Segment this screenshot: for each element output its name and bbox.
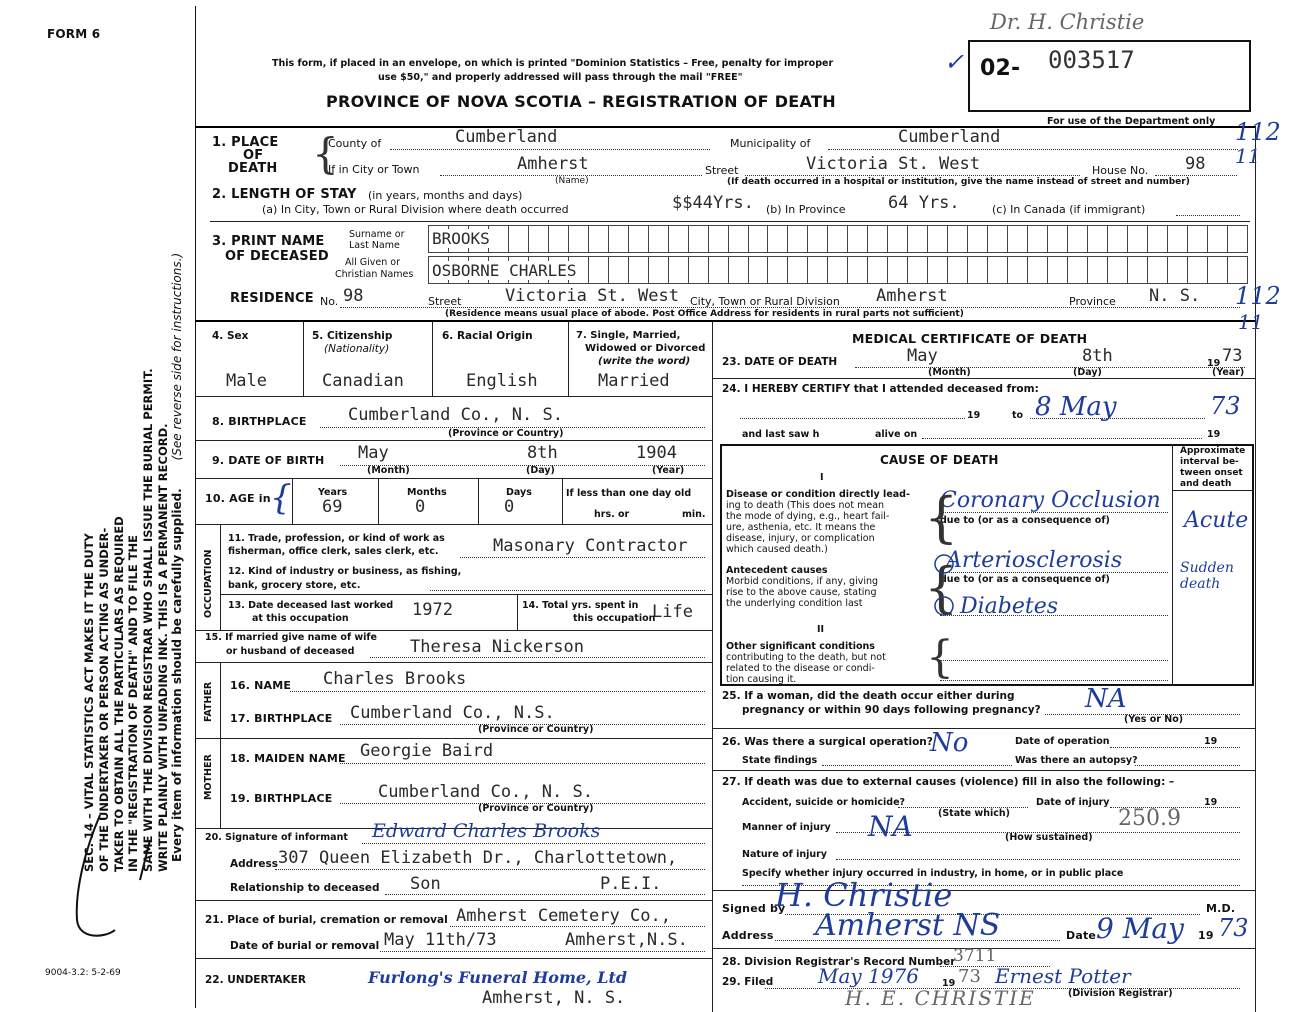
maiden-label: 18. MAIDEN NAME: [230, 752, 346, 765]
rule: [195, 900, 712, 901]
dod-label: 23. DATE OF DEATH: [722, 356, 838, 368]
place-label: 1. PLACE: [212, 135, 279, 150]
cert-date-value: 9 May: [1096, 912, 1184, 945]
rule: [478, 478, 479, 524]
dotted-line: [940, 615, 1168, 616]
dotted-line: [1135, 765, 1240, 766]
given-label: Christian Names: [335, 269, 414, 280]
racial-label: 6. Racial Origin: [442, 330, 533, 342]
marital-value: Married: [598, 371, 670, 391]
burial-place-label: 21. Place of burial, cremation or removal: [205, 914, 448, 926]
surname-label: Surname or: [349, 229, 405, 240]
rule: [220, 594, 712, 595]
lastworked-label: 13. Date deceased last worked: [228, 600, 394, 611]
rule: [195, 320, 1255, 322]
trade-label: fisherman, office clerk, sales clerk, etc.: [228, 546, 439, 557]
dotted-line: [385, 894, 705, 895]
rule: [712, 770, 1255, 771]
relationship-value: Son: [410, 874, 441, 894]
residence-note: (Residence means usual place of abode. Post Office Address for residents in rural parts not sufficient): [445, 309, 964, 319]
antecedent-label: Morbid conditions, if any, giving: [726, 576, 879, 587]
dod-year-hint: (Year): [1212, 367, 1245, 378]
name-label: OF DECEASED: [225, 249, 329, 264]
dotted-line: [855, 367, 1245, 368]
days-value: 0: [504, 497, 515, 517]
cause-heading: CAUSE OF DEATH: [880, 453, 999, 467]
att-19: 19: [967, 410, 981, 421]
brace: {: [926, 632, 954, 683]
injury-date-label: Date of injury: [1036, 797, 1110, 808]
mail-notice: use $50," and properly addressed will pass through the mail "FREE": [378, 72, 743, 83]
given-label: All Given or: [345, 257, 401, 268]
rule: [210, 221, 1250, 222]
check-mark: ✓: [944, 48, 965, 76]
interval-a: Acute: [1184, 508, 1249, 533]
burial-town-value: Amherst,N.S.: [565, 930, 688, 950]
side-line: IN THE "REGISTRATION OF DEATH" AND TO FILE THE: [126, 534, 141, 872]
res-street-label: Street: [428, 295, 462, 308]
dod-month-hint: (Month): [928, 367, 971, 378]
month-hint: (Month): [367, 465, 410, 476]
mother-bp-label: 19. BIRTHPLACE: [230, 792, 333, 805]
mother-bp-sub: (Province or Country): [478, 803, 594, 814]
res-prov-value: N. S.: [1149, 286, 1201, 306]
cert-date-year: 73: [1218, 914, 1249, 942]
spouse-label: or husband of deceased: [226, 646, 355, 657]
department-note: For use of the Department only: [1047, 116, 1216, 127]
dotted-line: [430, 590, 705, 591]
stay-label-note: (in years, months and days): [368, 189, 523, 202]
informant-addr: 307 Queen Elizabeth Dr., Charlottetown,: [278, 848, 678, 868]
roman-one: I: [820, 472, 824, 483]
phys-addr-label: Address: [722, 929, 774, 942]
res-no-label: No.: [320, 295, 339, 308]
age-brace: {: [270, 478, 292, 518]
dob-label: 9. DATE OF BIRTH: [212, 454, 325, 467]
dotted-line: [275, 869, 705, 870]
occupation-side-label: OCCUPATION: [203, 549, 214, 618]
birthplace-label: 8. BIRTHPLACE: [212, 415, 307, 428]
injury-19: 19: [1204, 797, 1218, 808]
due-to: due to (or as a consequence of): [940, 515, 1110, 526]
dotted-line: [370, 657, 705, 658]
immediate-label: which caused death.): [726, 544, 828, 555]
day-hint: (Day): [526, 465, 555, 476]
dotted-line: [1155, 175, 1237, 176]
father-side-label: FATHER: [203, 681, 214, 722]
brace: {: [312, 129, 339, 178]
form-frame: [195, 6, 196, 1008]
manner-value: NA: [868, 810, 913, 843]
att-to-value: 8 May: [1035, 392, 1117, 422]
dotted-line: [362, 843, 705, 844]
dob-year: 1904: [636, 443, 677, 463]
father-bp-label: 17. BIRTHPLACE: [230, 712, 333, 725]
antecedent-label: rise to the above cause, stating: [726, 587, 877, 598]
stay-c-label: (c) In Canada (if immigrant): [992, 203, 1146, 216]
undertaker-label: 22. UNDERTAKER: [205, 974, 306, 986]
total-value: Life: [652, 602, 693, 622]
father-bp-sub: (Province or Country): [478, 724, 594, 735]
dotted-line: [822, 765, 1012, 766]
side-line: SAME WITH THE DIVISION REGISTRAR WHO SHALL ISSUE THE BURIAL PERMIT.: [141, 368, 156, 872]
immediate-label: ing to death (This does not mean: [726, 500, 885, 511]
dotted-line: [836, 859, 1240, 860]
q28-value: 3711: [953, 946, 997, 966]
rule: [195, 440, 712, 441]
years-value: 69: [322, 497, 343, 517]
residence-label: RESIDENCE: [230, 291, 314, 306]
stay-a-label: (a) In City, Town or Rural Division where death occurred: [262, 203, 569, 216]
dotted-line: [340, 763, 705, 764]
trade-value: Masonary Contractor: [493, 536, 688, 556]
top-handwriting: Dr. H. Christie: [990, 10, 1145, 34]
form-title: PROVINCE OF NOVA SCOTIA – REGISTRATION OF DEATH: [326, 92, 836, 111]
total-label: this occupation: [573, 613, 656, 624]
immediate-label: the mode of dying, e.g., heart fail-: [726, 511, 890, 522]
antecedent-label: Antecedent causes: [726, 565, 828, 576]
municipality-label: Municipality of: [730, 137, 811, 150]
age-label: 10. AGE in: [205, 492, 271, 505]
dod-day-hint: (Day): [1073, 367, 1102, 378]
informant-sig-label: 20. Signature of informant: [205, 832, 348, 843]
father-name-label: 16. NAME: [230, 679, 292, 692]
yes-no-hint: (Yes or No): [1124, 714, 1184, 725]
findings-label: State findings: [742, 755, 818, 766]
res-no-value: 98: [343, 286, 364, 306]
dotted-line: [1110, 747, 1240, 748]
rule: [517, 594, 518, 630]
undertaker-stamp: Furlong's Funeral Home, Ltd: [368, 968, 628, 987]
q25-label: 25. If a woman, did the death occur either during: [722, 690, 1015, 702]
rule: [195, 738, 712, 739]
dotted-line: [450, 926, 705, 927]
antecedent-label: the underlying condition last: [726, 598, 863, 609]
dotted-line: [922, 438, 1202, 439]
marital-label: Widowed or Divorced: [585, 343, 706, 354]
filed-year: 73: [958, 966, 981, 987]
other-label: related to the disease or condi-: [726, 663, 875, 674]
q26-value: No: [930, 728, 969, 758]
physician-signature: H. Christie: [775, 876, 953, 914]
stay-a-value: $$44Yrs.: [672, 193, 754, 213]
lessday-label: If less than one day old: [566, 488, 692, 499]
street-label: Street: [705, 164, 739, 177]
rule: [303, 322, 304, 396]
bottom-signature: H. E. CHRISTIE: [845, 986, 1036, 1010]
icd-code: 250.9: [1118, 806, 1181, 831]
birthplace-value: Cumberland Co., N. S.: [348, 405, 563, 425]
cause-b: Arteriosclerosis: [946, 548, 1123, 573]
medical-heading: MEDICAL CERTIFICATE OF DEATH: [852, 331, 1088, 346]
dotted-line: [745, 175, 1080, 176]
dotted-line: [1176, 215, 1240, 216]
rule: [568, 322, 569, 396]
dob-month: May: [358, 443, 389, 463]
industry-label: 12. Kind of industry or business, as fishing,: [228, 566, 462, 577]
surname-label: Last Name: [349, 240, 400, 251]
margin-mark: 112: [1235, 118, 1281, 146]
rule: [1172, 444, 1173, 686]
md-label: M.D.: [1206, 902, 1236, 915]
city-value: Amherst: [517, 154, 589, 174]
citizenship-label: 5. Citizenship: [312, 330, 393, 342]
months-value: 0: [415, 497, 426, 517]
municipality-value: Cumberland: [898, 127, 1001, 147]
interval-label: interval be-: [1180, 457, 1239, 467]
filed-19: 19: [942, 978, 956, 989]
rule: [220, 662, 221, 828]
rule: [220, 524, 221, 630]
rule: [378, 478, 379, 524]
rule: [195, 524, 712, 525]
dotted-line: [460, 557, 705, 558]
q28-label: 28. Division Registrar's Record Number: [722, 956, 956, 968]
res-city-label: City, Town or Rural Division: [690, 295, 840, 308]
dod-month: May: [907, 346, 938, 366]
specify-label: Specify whether injury occurred in industry, in home, or in public place: [742, 868, 1124, 879]
rule: [1172, 490, 1254, 491]
dotted-line: [940, 512, 1168, 513]
place-label: DEATH: [228, 161, 278, 176]
street-value: Victoria St. West: [806, 154, 980, 174]
min-label: min.: [682, 509, 706, 520]
stay-b-value: 64 Yrs.: [888, 193, 960, 213]
rule: [562, 478, 563, 524]
manner-label: Manner of injury: [742, 822, 831, 833]
margin-scribble: [55, 810, 175, 950]
phys-addr-value: Amherst NS: [815, 908, 1001, 943]
house-value: 98: [1185, 154, 1206, 174]
registrar-signature: Ernest Potter: [995, 964, 1131, 988]
marital-label: (write the word): [598, 356, 691, 367]
rule: [195, 630, 712, 631]
spouse-value: Theresa Nickerson: [410, 637, 584, 657]
att-year: 73: [1210, 392, 1241, 420]
margin-mark: 11: [1238, 310, 1264, 334]
birthplace-sub: (Province or Country): [448, 428, 564, 439]
dateop-19: 19: [1204, 736, 1218, 747]
q27-label: 27. If death was due to external causes (violence) fill in also the following: –: [722, 776, 1175, 788]
due-to: due to (or as a consequence of): [940, 574, 1110, 585]
dod-19: 19: [1207, 358, 1221, 369]
how-hint: (How sustained): [1005, 832, 1093, 843]
form-number: FORM 6: [47, 27, 101, 41]
year-hint: (Year): [652, 465, 685, 476]
cause-circle: [930, 530, 970, 630]
informant-addr2: P.E.I.: [600, 874, 662, 894]
q29-label: 29. Filed: [722, 976, 774, 988]
other-label: tion causing it.: [726, 674, 797, 685]
burial-place-value: Amherst Cemetery Co.,: [456, 906, 671, 926]
res-prov-label: Province: [1069, 295, 1116, 308]
brace: {: [924, 486, 959, 549]
mother-bp-value: Cumberland Co., N. S.: [378, 782, 593, 802]
place-label: OF: [243, 148, 264, 163]
city-label: If in City or Town: [328, 163, 420, 176]
dotted-line: [380, 951, 705, 952]
alive-19: 19: [1207, 429, 1221, 440]
dotted-line: [775, 940, 1060, 941]
state-which: (State which): [938, 808, 1010, 819]
autopsy-label: Was there an autopsy?: [1015, 755, 1138, 766]
county-value: Cumberland: [455, 127, 558, 147]
side-line: TAKER TO OBTAIN ALL THE PARTICULARS AS REQUIRED: [111, 516, 126, 872]
rule: [712, 378, 1255, 379]
spouse-label: 15. If married give name of wife: [205, 632, 377, 643]
rule: [1255, 126, 1256, 1012]
county-label: County of: [328, 137, 382, 150]
months-label: Months: [407, 487, 447, 498]
hospital-note: (If death occurred in a hospital or institution, give the name instead of street and number): [727, 177, 1190, 187]
racial-value: English: [466, 371, 538, 391]
interval-label: tween onset: [1180, 468, 1243, 478]
filed-value: May 1976: [818, 964, 919, 988]
father-bp-value: Cumberland Co., N.S.: [350, 703, 555, 723]
cert-date-19: 19: [1198, 929, 1214, 942]
rule: [195, 662, 712, 663]
stay-b-label: (b) In Province: [766, 203, 846, 216]
immediate-label: Disease or condition directly lead-: [726, 489, 910, 500]
other-label: contributing to the death, but not: [726, 652, 886, 663]
q25-value: NA: [1085, 684, 1127, 714]
given-value: OSBORNE CHARLES: [432, 261, 577, 280]
surname-value: BROOKS: [432, 229, 490, 248]
accident-label: Accident, suicide or homicide?: [742, 797, 906, 808]
immediate-label: ure, asthenia, etc. It means the: [726, 522, 876, 533]
surname-grid: [428, 225, 1248, 253]
trade-label: 11. Trade, profession, or kind of work as: [228, 533, 445, 544]
total-label: 14. Total yrs. spent in: [522, 600, 639, 611]
citizenship-value: Canadian: [322, 371, 404, 391]
immediate-label: disease, injury, or complication: [726, 533, 875, 544]
dotted-line: [940, 680, 1168, 681]
registration-number: 003517: [1048, 46, 1135, 74]
interval-label: and death: [1180, 479, 1232, 489]
margin-mark: 11: [1235, 144, 1261, 168]
other-label: Other significant conditions: [726, 641, 875, 652]
q25-label: pregnancy or within 90 days following pregnancy?: [742, 704, 1041, 716]
cert-date-label: Date: [1066, 929, 1097, 942]
dateop-label: Date of operation: [1015, 736, 1110, 747]
burial-date-value: May 11th/73: [384, 930, 497, 950]
q26-label: 26. Was there a surgical operation?: [722, 736, 933, 748]
informant-signature: Edward Charles Brooks: [372, 820, 601, 842]
cause-c: Diabetes: [960, 594, 1059, 619]
dod-year: 73: [1222, 346, 1243, 366]
undertaker-town: Amherst, N. S.: [482, 988, 626, 1008]
dotted-line: [940, 660, 1168, 661]
rule: [195, 396, 712, 397]
years-label: Years: [318, 487, 348, 498]
att-to: to: [1012, 410, 1024, 421]
dotted-line: [828, 149, 1238, 150]
side-note-bold: Every item of information should be carefully supplied.: [170, 488, 184, 862]
interval-b: Sudden death: [1180, 560, 1234, 592]
rule: [195, 958, 712, 959]
sex-label: 4. Sex: [212, 330, 249, 342]
industry-label: bank, grocery store, etc.: [228, 580, 361, 591]
mail-notice: This form, if placed in an envelope, on which is printed "Dominion Statistics – Free, penalty for improper: [272, 58, 834, 69]
citizenship-sub: (Nationality): [324, 343, 390, 355]
hrs-label: hrs. or: [594, 509, 630, 520]
dotted-line: [1030, 418, 1205, 419]
maiden-value: Georgie Baird: [360, 741, 494, 761]
alive-label: alive on: [875, 429, 918, 440]
side-line: OF THE UNDERTAKER OR PERSON ACTING AS UNDER-: [96, 527, 111, 872]
margin-mark: 112: [1235, 282, 1281, 310]
burial-date-label: Date of burial or removal: [230, 940, 380, 952]
rule: [712, 322, 713, 1012]
registrar-label: (Division Registrar): [1068, 988, 1173, 999]
marital-label: 7. Single, Married,: [576, 330, 681, 341]
cause-a: Coronary Occlusion: [940, 488, 1161, 513]
mother-side-label: MOTHER: [203, 754, 214, 800]
relationship-label: Relationship to deceased: [230, 882, 380, 894]
dotted-line: [290, 691, 705, 692]
dotted-line: [740, 418, 965, 419]
brace: {: [924, 556, 959, 619]
informant-addr-label: Address: [230, 858, 278, 870]
certify-label: 24. I HEREBY CERTIFY that I attended deceased from:: [722, 383, 1039, 395]
father-name-value: Charles Brooks: [323, 669, 467, 689]
roman-two: II: [817, 624, 825, 635]
name-label: 3. PRINT NAME: [212, 234, 325, 249]
sex-value: Male: [226, 371, 267, 391]
signed-label: Signed by: [722, 902, 786, 915]
res-street-value: Victoria St. West: [505, 286, 679, 306]
side-line: SEC. 14 – VITAL STATISTICS ACT MAKES IT THE DUTY: [82, 533, 96, 872]
res-city-value: Amherst: [876, 286, 948, 306]
interval-label: Approximate: [1180, 446, 1246, 456]
house-label: House No.: [1092, 164, 1149, 177]
dod-day: 8th: [1082, 346, 1113, 366]
dob-day: 8th: [527, 443, 558, 463]
side-line: WRITE PLAINLY WITH UNFADING INK. THIS IS A PERMANENT RECORD.: [155, 423, 170, 872]
dotted-line: [940, 572, 1168, 573]
days-label: Days: [506, 487, 532, 498]
lastworked-label: at this occupation: [252, 613, 349, 624]
print-code: 9004-3.2: 5-2-69: [45, 968, 121, 978]
lastsaw-label: and last saw h: [742, 429, 820, 440]
name-hint: (Name): [555, 176, 589, 186]
rule: [712, 728, 1255, 729]
rule: [432, 322, 433, 396]
stay-label: 2. LENGTH OF STAY: [212, 187, 357, 202]
dotted-line: [340, 307, 1240, 308]
registration-prefix: 02-: [980, 56, 1021, 81]
nature-label: Nature of injury: [742, 849, 827, 860]
side-note-italic: (See reverse side for instructions.): [170, 252, 184, 461]
rule: [292, 478, 293, 524]
dotted-line: [390, 149, 710, 150]
lastworked-value: 1972: [412, 600, 453, 620]
